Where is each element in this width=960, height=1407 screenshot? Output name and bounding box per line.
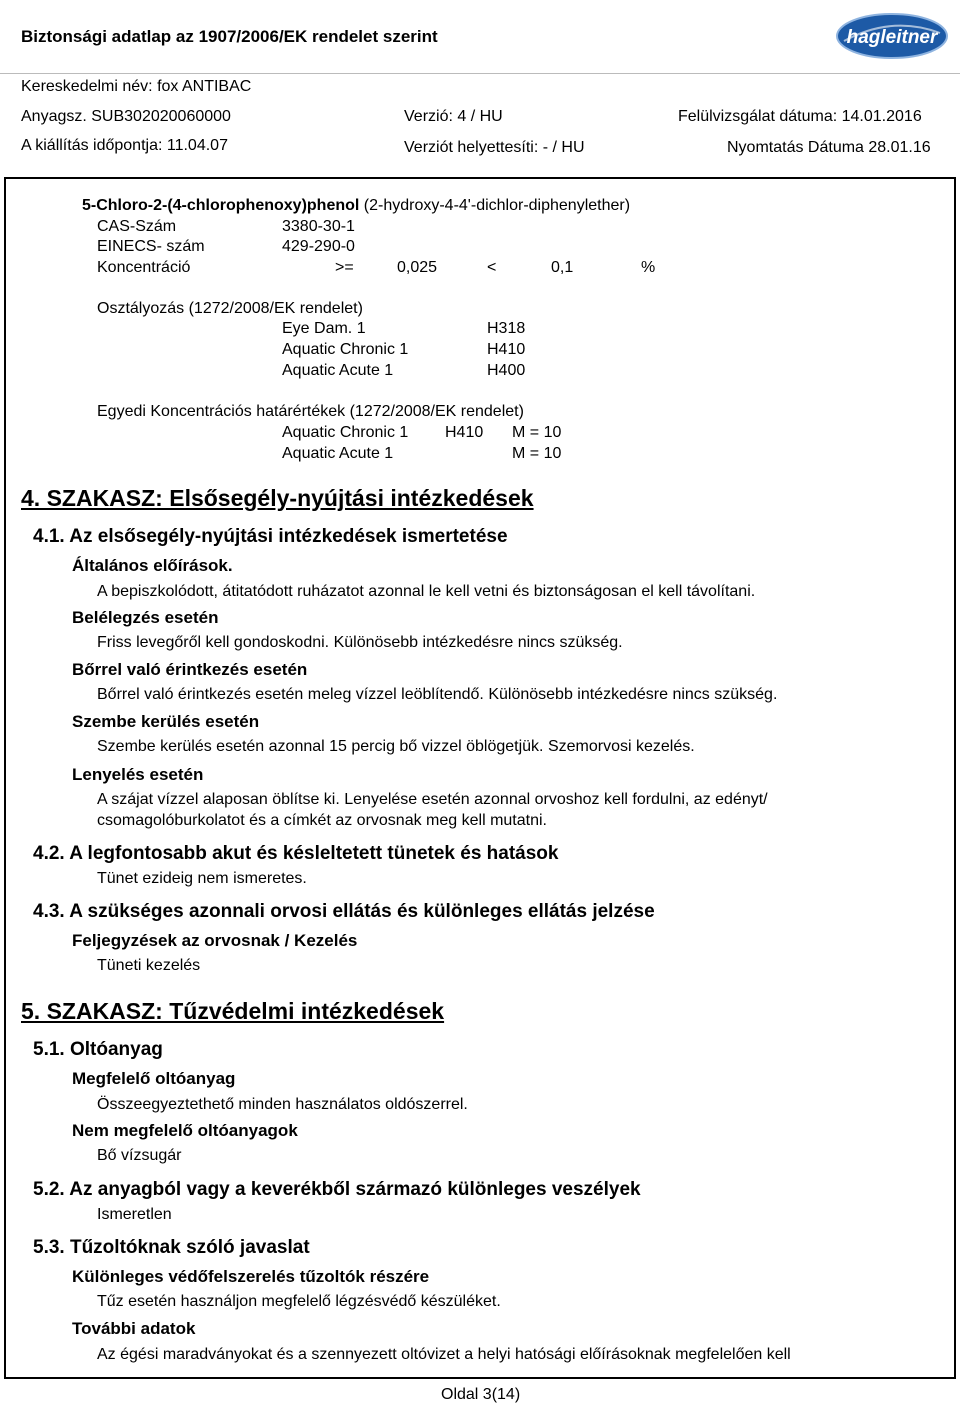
concentration-max: 0,1 bbox=[551, 259, 574, 276]
logo-text: hagleitner bbox=[846, 27, 938, 48]
review-date: Felülvizsgálat dátuma: 14.01.2016 bbox=[678, 108, 922, 125]
class-code: H410 bbox=[487, 341, 526, 358]
ingestion-text-line-1: A szájat vízzel alaposan öblítse ki. Lenyelése esetén azonnal orvoshoz kell fordulni, az edényt/ bbox=[97, 791, 768, 808]
concentration-unit: % bbox=[641, 259, 656, 276]
trade-name: Kereskedelmi név: fox ANTIBAC bbox=[21, 78, 252, 95]
document-title: Biztonsági adatlap az 1907/2006/EK rendelet szerint bbox=[21, 27, 438, 46]
further-info-text: Az égési maradványokat és a szennyezett oltóvizet a helyi hatósági előírásoknak megfelelően kell bbox=[97, 1346, 791, 1363]
section-5-3-title: 5.3. Tűzoltóknak szóló javaslat bbox=[33, 1237, 310, 1258]
section-5-2-title: 5.2. Az anyagból vagy a keverékből származó különleges veszélyek bbox=[33, 1179, 641, 1200]
skin-contact-title: Bőrrel való érintkezés esetén bbox=[72, 660, 308, 679]
eye-contact-text: Szembe kerülés esetén azonnal 15 percig bő vizzel öblögetjük. Szemorvosi kezelés. bbox=[97, 738, 695, 755]
class-category: Eye Dam. 1 bbox=[282, 320, 366, 337]
limit-m-factor: M = 10 bbox=[512, 424, 562, 441]
eye-contact-title: Szembe kerülés esetén bbox=[72, 712, 260, 731]
concentration-ge: >= bbox=[335, 259, 354, 276]
limit-category: Aquatic Acute 1 bbox=[282, 445, 394, 462]
substance-name-rest: (2-hydroxy-4-4'-dichlor-diphenylether) bbox=[359, 197, 631, 214]
general-title: Általános előírások. bbox=[72, 556, 233, 575]
skin-contact-text: Bőrrel való érintkezés esetén meleg vízzel leöblítendő. Különösebb intézkedésre nincs szükség. bbox=[97, 686, 778, 703]
hagleitner-logo bbox=[836, 11, 949, 61]
page-number: Oldal 3(14) bbox=[441, 1386, 521, 1403]
ingestion-text-line-2: csomagolóburkolatot és a címkét az orvosnak meg kell mutatni. bbox=[97, 812, 547, 829]
ppe-title: Különleges védőfelszerelés tűzoltók részére bbox=[72, 1267, 430, 1286]
section-4-title: 4. SZAKASZ: Elsősegély-nyújtási intézkedések bbox=[21, 485, 534, 511]
section-4-3-title: 4.3. A szükséges azonnali orvosi ellátás és különleges ellátás jelzése bbox=[33, 901, 655, 922]
einecs-label: EINECS- szám bbox=[97, 238, 205, 255]
class-category: Aquatic Chronic 1 bbox=[282, 341, 409, 358]
class-code: H318 bbox=[487, 320, 526, 337]
substance-name bbox=[82, 197, 630, 215]
substance-name-bold: 5-Chloro-2-(4-chlorophenoxy)phenol bbox=[82, 197, 360, 214]
classification-title: Osztályozás (1272/2008/EK rendelet) bbox=[97, 300, 363, 317]
unsuitable-media-text: Bő vízsugár bbox=[97, 1147, 182, 1164]
concentration-min: 0,025 bbox=[397, 259, 438, 276]
inhalation-title: Belélegzés esetén bbox=[72, 608, 219, 627]
section-4-1-title: 4.1. Az elsősegély-nyújtási intézkedések ismertetése bbox=[33, 526, 508, 547]
class-category: Aquatic Acute 1 bbox=[282, 362, 394, 379]
issue-date: A kiállítás időpontja: 11.04.07 bbox=[21, 137, 228, 154]
general-text: A bepiszkolódott, átitatódott ruházatot azonnal le kell vetni és biztonságosan el kell távolítani. bbox=[97, 583, 756, 600]
limit-m-factor: M = 10 bbox=[512, 445, 562, 462]
doctor-notes-text: Tüneti kezelés bbox=[97, 957, 201, 974]
header-divider bbox=[0, 73, 960, 74]
ingestion-title: Lenyelés esetén bbox=[72, 765, 204, 784]
unsuitable-media-title: Nem megfelelő oltóanyagok bbox=[72, 1121, 298, 1140]
replaces-version: Verziót helyettesíti: - / HU bbox=[404, 139, 585, 156]
doctor-notes-title: Feljegyzések az orvosnak / Kezelés bbox=[72, 931, 358, 950]
ppe-text: Tűz esetén használjon megfelelő légzésvédő készüléket. bbox=[97, 1293, 501, 1310]
concentration-label: Koncentráció bbox=[97, 259, 191, 276]
material-number: Anyagsz. SUB302020060000 bbox=[21, 108, 231, 125]
class-code: H400 bbox=[487, 362, 526, 379]
section-4-2-title: 4.2. A legfontosabb akut és késleltetett tünetek és hatások bbox=[33, 843, 559, 864]
print-date: Nyomtatás Dátuma 28.01.16 bbox=[727, 139, 931, 156]
cas-value: 3380-30-1 bbox=[282, 218, 355, 235]
limit-category: Aquatic Chronic 1 bbox=[282, 424, 409, 441]
concentration-lt: < bbox=[487, 259, 497, 276]
inhalation-text: Friss levegőről kell gondoskodni. Különösebb intézkedésre nincs szükség. bbox=[97, 634, 623, 651]
limit-code: H410 bbox=[445, 424, 484, 441]
einecs-value: 429-290-0 bbox=[282, 238, 355, 255]
cas-label: CAS-Szám bbox=[97, 218, 177, 235]
section-5-2-text: Ismeretlen bbox=[97, 1206, 172, 1223]
limits-title: Egyedi Koncentrációs határértékek (1272/2008/EK rendelet) bbox=[97, 403, 524, 420]
section-5-1-title: 5.1. Oltóanyag bbox=[33, 1039, 163, 1060]
version: Verzió: 4 / HU bbox=[404, 108, 503, 125]
section-5-title: 5. SZAKASZ: Tűzvédelmi intézkedések bbox=[21, 998, 445, 1024]
further-info-title: További adatok bbox=[72, 1319, 196, 1338]
section-4-2-text: Tünet ezideig nem ismeretes. bbox=[97, 870, 307, 887]
suitable-media-title: Megfelelő oltóanyag bbox=[72, 1069, 236, 1088]
suitable-media-text: Összeegyeztethető minden használatos oldószerrel. bbox=[97, 1096, 468, 1113]
